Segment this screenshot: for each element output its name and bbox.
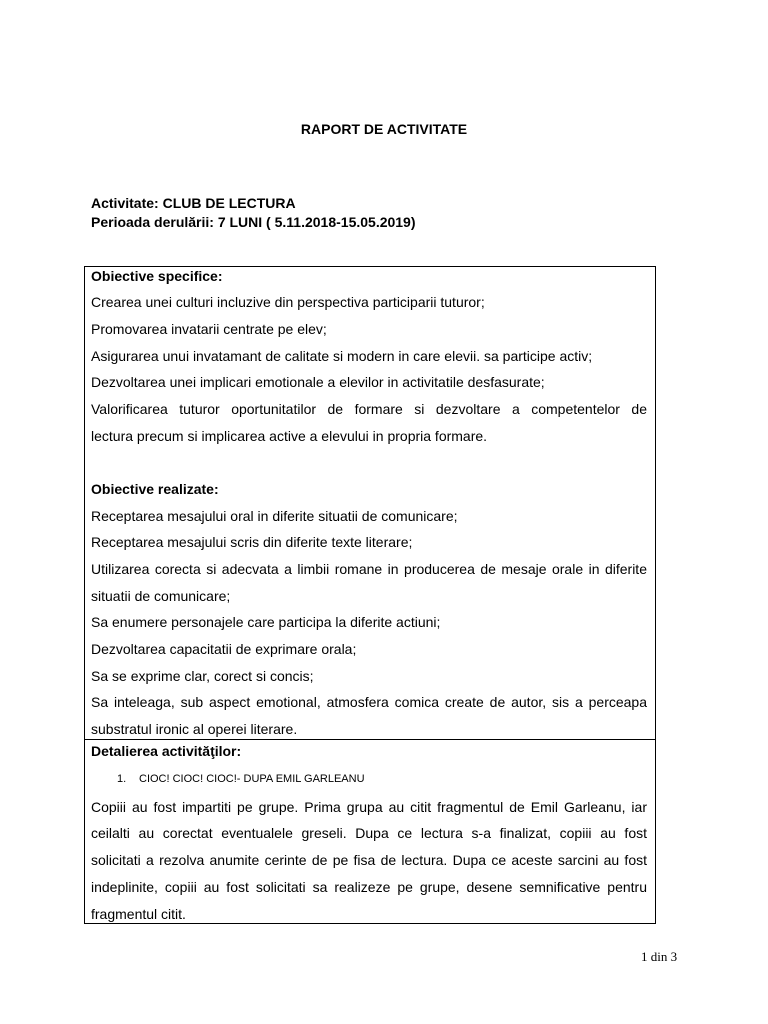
achieved-objectives-heading: Obiective realizate: [91,480,219,497]
activity-description [91,794,647,928]
list-item: Crearea unei culturi incluzive din perspectiva participarii tuturor; [91,294,485,311]
list-item: Receptarea mesajului oral in diferite situatii de comunicare; [91,507,458,524]
objectives-cell [91,263,647,743]
activity-item-title [117,766,365,793]
list-item: Asigurarea unui invatamant de calitate si modern in care elevii. sa participe activ; [91,347,593,364]
paragraph-line: ceilalti au corectat eventualele greseli. Dupa ce lectura s-a finalizat, copiii au fost [91,825,647,842]
report-meta [91,194,691,232]
paragraph-line: indeplinite, copiii au fost solicitati sa realizeze pe grupe, desene semnificative pentru [91,878,647,895]
list-item-line: situatii de comunicare; [91,587,231,604]
list-item-line: substratul ironic al operei literare. [91,720,298,737]
list-item: Receptarea mesajului scris din diferite texte literare; [91,534,413,551]
list-item: Dezvoltarea unei implicari emotionale a elevilor in activitatile desfasurate; [91,374,545,391]
activity-title: CIOC! CIOC! CIOC!- DUPA EMIL GARLEANU [139,772,365,785]
list-item: Sa se exprime clar, corect si concis; [91,667,314,684]
paragraph-line: Copiii au fost impartiti pe grupe. Prima grupa au citit fragmentul de Emil Garleanu, iar [91,798,647,815]
specific-objectives-heading: Obiective specifice: [91,267,223,284]
specific-objectives-list [91,289,647,449]
paragraph-line: solicitati a rezolva anumite cerinte de pe fisa de lectura. Dupa ce aceste sarcini au fost [91,852,647,869]
list-item-line: lectura precum si implicarea active a elevului in propria formare. [91,427,488,444]
list-item-line: Sa inteleaga, sub aspect emotional, atmosfera comica create de autor, sis a perceapa [91,694,647,711]
list-item-line: Valorificarea tuturor oportunitatilor de formare si dezvoltare a competentelor de [91,400,647,417]
page-title: RAPORT DE ACTIVITATE [300,121,468,137]
list-item [91,556,647,609]
activity-number: 1. [117,772,127,785]
activity-details-heading: Detalierea activităţilor: [91,742,242,759]
achieved-objectives-list [91,503,647,743]
activity-label: Activitate: [91,194,159,211]
list-item: Sa enumere personajele care participa la diferite actiuni; [91,614,441,631]
blank-line [91,449,647,476]
list-item-line: Utilizarea corecta si adecvata a limbii romane in producerea de mesaje orale in diferite [91,560,647,577]
activity-value: CLUB DE LECTURA [162,194,296,211]
paragraph-line: fragmentul citit. [91,905,186,922]
period-row [91,213,691,232]
period-value: 7 LUNI ( 5.11.2018-15.05.2019) [217,213,416,230]
activity-row [91,194,691,213]
list-item [91,689,647,742]
page-number: 1 din 3 [641,949,678,964]
list-item [91,396,647,449]
list-item: Promovarea invatarii centrate pe elev; [91,321,327,337]
period-label: Perioada derulării: [91,213,214,230]
list-item: Dezvoltarea capacitatii de exprimare orala; [91,640,357,657]
